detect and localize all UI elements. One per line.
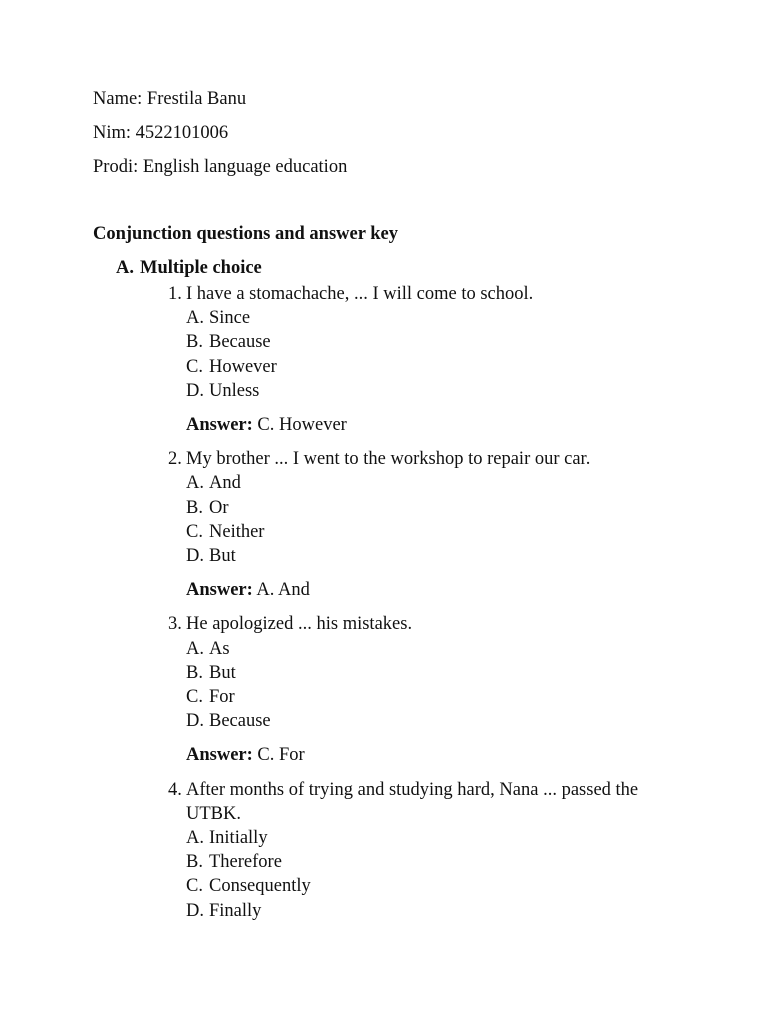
option-c: C. For — [186, 687, 235, 708]
option-d: D. But — [186, 546, 236, 567]
question-1 — [150, 282, 690, 437]
option-d: D. Unless — [186, 380, 260, 401]
option-c: C. Consequently — [186, 876, 311, 897]
student-prodi: Prodi: English language education — [93, 157, 348, 177]
option-list — [186, 826, 690, 923]
option-b: B. Or — [186, 497, 229, 518]
answer-key: Answer: C. For — [186, 745, 305, 766]
option-a: A. Initially — [186, 828, 268, 849]
question-text: My brother ... I went to the workshop to repair our car. — [186, 449, 591, 470]
option-list — [186, 306, 690, 403]
option-list — [186, 637, 690, 734]
question-text: He apologized ... his mistakes. — [186, 614, 413, 635]
question-text: I have a stomachache, ... I will come to school. — [186, 284, 534, 304]
question-4 — [150, 778, 690, 923]
question-list — [150, 282, 690, 923]
option-d: D. Because — [186, 711, 271, 732]
question-number: 2. — [168, 449, 182, 470]
question-number: 1. — [168, 284, 182, 304]
answer-key: Answer: C. However — [186, 415, 347, 436]
section-heading — [116, 258, 262, 279]
question-3 — [150, 612, 690, 767]
student-name: Name: Frestila Banu — [93, 89, 247, 109]
option-a: A. And — [186, 473, 241, 494]
option-c: C. However — [186, 356, 277, 377]
document-title: Conjunction questions and answer key — [93, 224, 398, 244]
option-a: A. As — [186, 638, 230, 659]
option-d: D. Finally — [186, 900, 262, 921]
option-b: B. Therefore — [186, 852, 282, 873]
option-a: A. Since — [186, 308, 251, 329]
question-number: 3. — [168, 614, 182, 635]
option-b: B. Because — [186, 332, 271, 353]
option-b: B. But — [186, 662, 236, 683]
question-number: 4. — [168, 779, 182, 800]
question-text: After months of trying and studying hard, Nana ... passed the UTBK. — [186, 779, 639, 824]
question-2 — [150, 447, 690, 602]
student-nim: Nim: 4522101006 — [93, 123, 229, 143]
section-label: Multiple choice — [140, 258, 262, 278]
section-letter: A. — [116, 258, 134, 278]
option-c: C. Neither — [186, 521, 265, 542]
option-list — [186, 471, 690, 568]
answer-key: Answer: A. And — [186, 580, 310, 601]
